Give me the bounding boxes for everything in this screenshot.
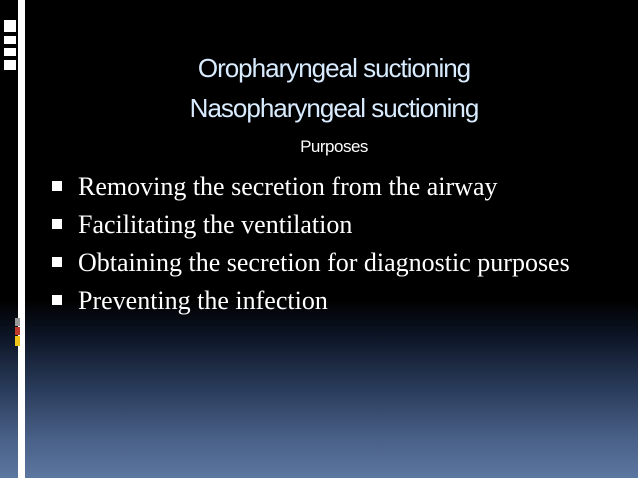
deco-square-yellow: [15, 336, 20, 346]
square-bullet-icon: [52, 219, 62, 229]
top-deco-squares: [0, 20, 20, 80]
deco-square: [4, 48, 16, 56]
bullet-text: Preventing the infection: [78, 286, 328, 315]
bullet-item: [78, 284, 600, 317]
deco-square: [4, 36, 16, 44]
bullet-item: [78, 170, 600, 203]
bullet-item: [78, 208, 600, 241]
slide-title-line-2: Nasopharyngeal suctioning: [189, 93, 479, 123]
square-bullet-icon: [52, 295, 62, 305]
bullet-list: [78, 170, 600, 322]
deco-square-red: [15, 327, 20, 335]
bullet-text: Removing the secretion from the airway: [78, 172, 498, 201]
deco-square: [4, 20, 16, 32]
bullet-text: Obtaining the secretion for diagnostic purposes: [78, 248, 570, 277]
title-block: [30, 48, 638, 164]
slide-title-line-1: Oropharyngeal suctioning: [197, 53, 471, 83]
slide-subtitle: Purposes: [300, 137, 368, 156]
deco-square-gray: [15, 318, 20, 326]
square-bullet-icon: [52, 257, 62, 267]
bullet-text: Facilitating the ventilation: [78, 210, 353, 239]
square-bullet-icon: [52, 181, 62, 191]
deco-square: [4, 60, 16, 70]
mid-deco-squares: [0, 318, 20, 354]
bullet-item: [78, 246, 600, 279]
